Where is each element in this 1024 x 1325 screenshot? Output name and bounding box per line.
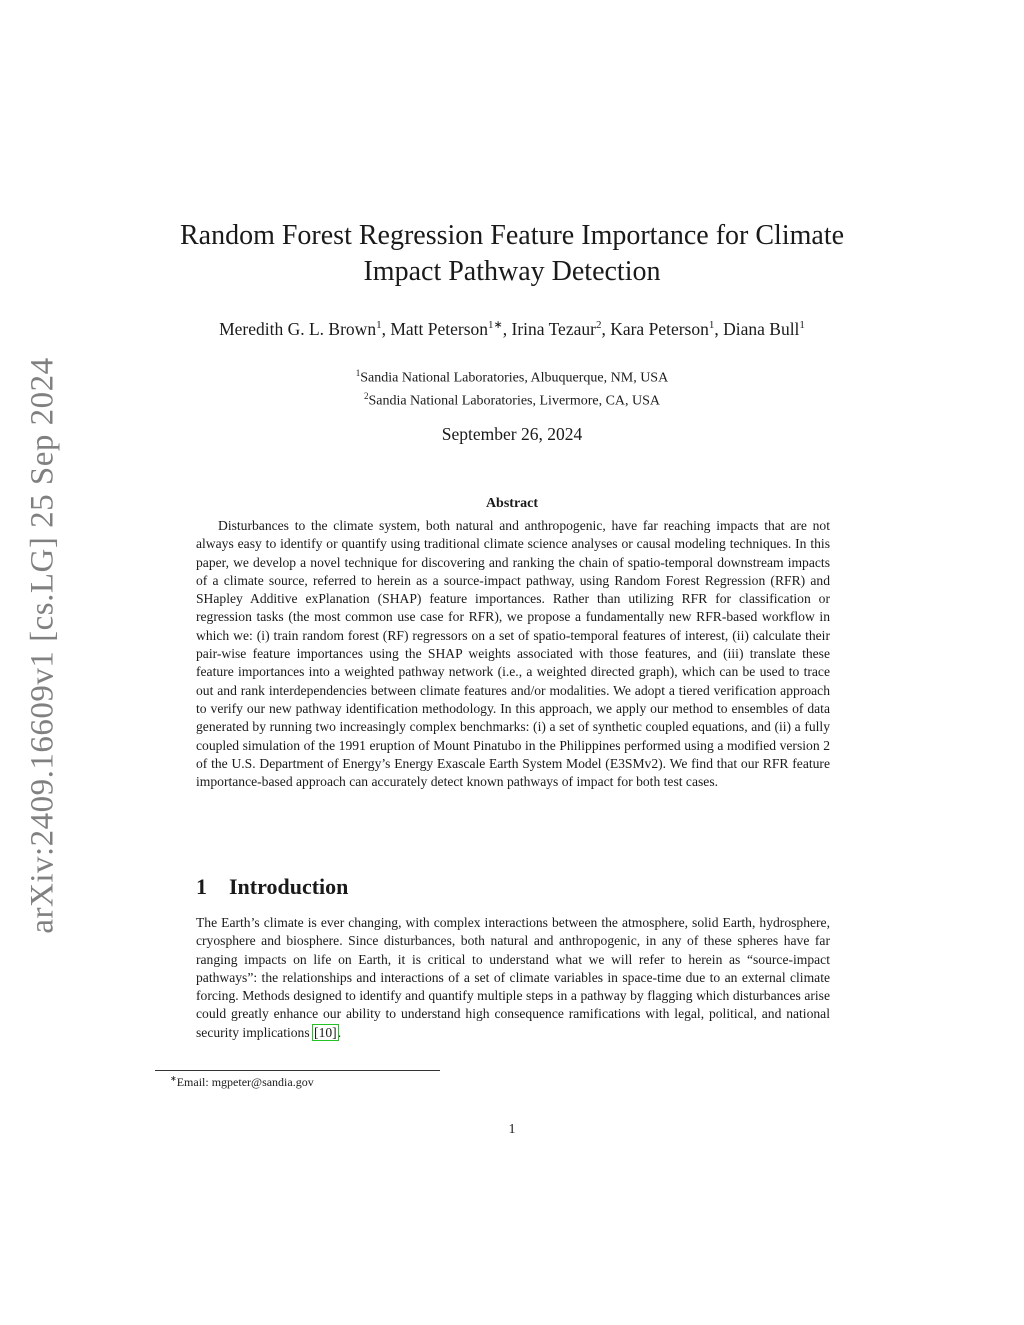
footnote-text: Email: mgpeter@sandia.gov — [176, 1075, 314, 1089]
citation-link[interactable]: [10] — [314, 1024, 337, 1040]
arxiv-identifier-text: arXiv:2409.16609v1 [cs.LG] 25 Sep 2024 — [24, 356, 61, 934]
affiliation-text: Sandia National Laboratories, Livermore, CA, USA — [368, 393, 661, 409]
footnote-divider — [155, 1070, 440, 1071]
section-number: 1 — [196, 874, 207, 899]
section-heading — [196, 874, 696, 900]
affiliation-marker: 1 — [355, 368, 361, 378]
affiliation-marker: 2 — [363, 391, 369, 401]
author-affiliation-marker: 1 — [799, 319, 805, 331]
arxiv-identifier-stamp — [18, 355, 68, 935]
author-name: Kara Peterson — [610, 318, 709, 339]
footnote-marker: ∗ — [170, 1074, 177, 1083]
abstract-text: Disturbances to the climate system, both natural and anthropogenic, have far reaching impacts that are not always easy to identify or quantify using traditional climate science analyses or causal modeling techniques. In this paper, we develop a novel technique for discovering and ranking the chain of spatio-temporal downstream impacts of a climate source, referred to herein as a source-impact pathway, using Random Forest Regression (RFR) and SHapley Additive exPlanation (SHAP) feature importances. Rather than utilizing RFR for classification or regression tasks (the most common use case for RFR), we propose a fundamentally new RFR-based workflow in which we: (i) train random forest (RF) regressors on a set of spatio-temporal features of interest, (ii) calculate their pair-wise feature importances using the SHAP weights associated with those features, and (iii) translate these feature importances into a weighted pathway network (i.e., a weighted directed graph), which can be used to trace out and rank interdependencies between climate features and/or modalities. We adopt a tiered verification approach to verify our new pathway identification methodology. In this approach, we apply our method to ensembles of data generated by running two increasingly complex benchmarks: (i) a set of synthetic coupled equations, and (ii) a fully coupled simulation of the 1991 eruption of Mount Pinatubo in the Philippines performed using a modified version 2 of the U.S. Department of Energy’s Energy Exascale Earth System Model (E3SMv2). We find that our RFR feature importance-based approach can accurately detect known pathways of impact for both test cases. — [196, 518, 830, 790]
section-title: Introduction — [229, 874, 349, 899]
publication-date: September 26, 2024 — [441, 424, 583, 444]
author-name: Diana Bull — [723, 318, 800, 339]
author-affiliation-marker: 1 — [708, 319, 715, 331]
introduction-text-end: . — [337, 1024, 342, 1040]
author-affiliation-marker: 1∗ — [488, 319, 503, 331]
introduction-paragraph — [196, 914, 830, 1042]
author-name: Matt Peterson — [390, 318, 489, 339]
introduction-text: The Earth’s climate is ever changing, with complex interactions between the atmosphere, solid Earth, hydrosphere, cryosphere and biosphere. Since disturbances, both natural and anthropogenic, in any of these spheres have far ranging impacts on life on Earth, it is critical to understand what we will refer to herein as “source-impact pathways”: the relationships and interactions of a set of climate variables in space-time due to an external climate forcing. Methods designed to identify and quantify multiple steps in a pathway by flagging which disturbances arise could greatly enhance our ability to understand high consequence ramifications with legal, political, and national security implications — [196, 915, 830, 1040]
abstract-heading: Abstract — [485, 496, 539, 511]
footnote — [170, 1074, 670, 1090]
affiliation — [260, 386, 764, 412]
author-list: Meredith G. L. Brown$^1$, Matt Peterson$^{1∗}$, Irina Tezaur$^2$, Kara Peterson$^1$, Diana Bull$^1$ — [219, 318, 805, 339]
paper-title: Random Forest Regression Feature Importance for Climate Impact Pathway Detection — [179, 220, 845, 287]
affiliation — [260, 363, 764, 389]
affiliation-text: Sandia National Laboratories, Albuquerque, NM, USA — [360, 370, 669, 386]
author-name: Meredith G. L. Brown — [219, 318, 377, 339]
author-affiliation-marker: 1 — [376, 319, 382, 331]
page-number: 1 — [508, 1122, 516, 1137]
author-affiliation-marker: 2 — [595, 319, 602, 331]
author-name: Irina Tezaur — [511, 318, 596, 339]
